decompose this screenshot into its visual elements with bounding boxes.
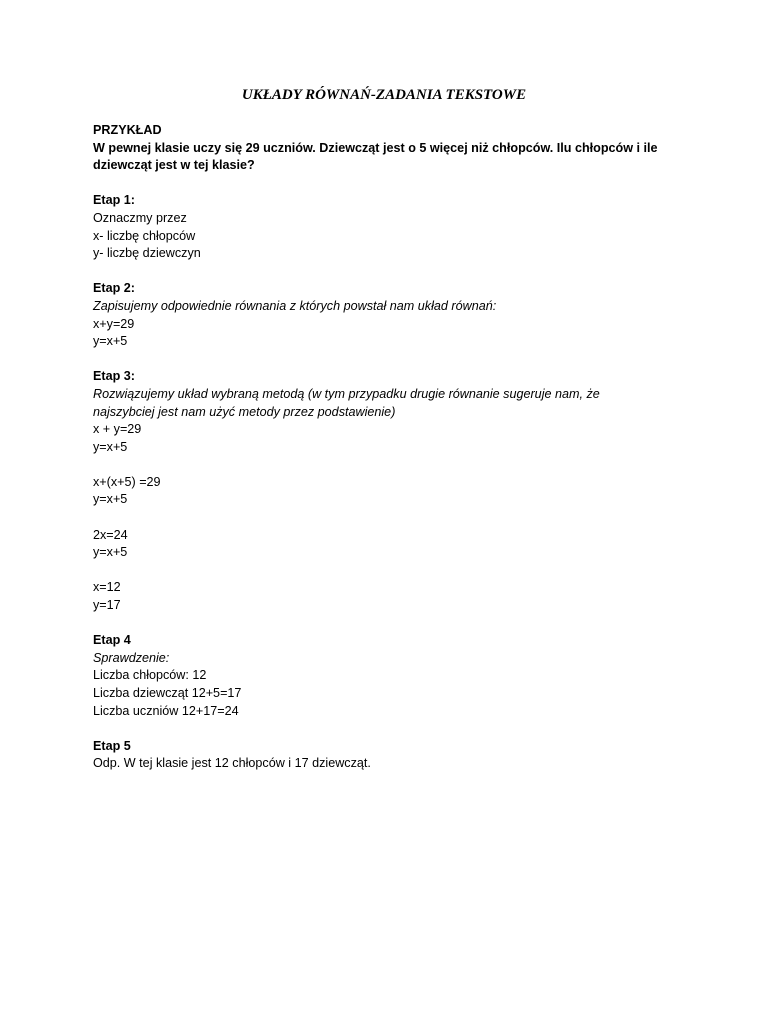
etap2-heading: Etap 2: — [93, 281, 135, 296]
etap1-heading: Etap 1: — [93, 193, 135, 208]
document-body — [93, 122, 693, 773]
equation: x + y=29 — [93, 422, 142, 437]
etap1-line: x- liczbę chłopców — [93, 228, 196, 243]
equation: x+(x+5) =29 — [93, 474, 161, 489]
equation: x=12 — [93, 580, 121, 595]
check-line: Liczba chłopców: 12 — [93, 668, 207, 683]
equation: x+y=29 — [93, 316, 135, 331]
etap3-description-line-1: Rozwiązujemy układ wybraną metodą (w tym przypadku drugie równanie sugeruje nam, że — [93, 386, 600, 401]
problem-text-line-2: dziewcząt jest w tej klasie? — [93, 158, 255, 173]
etap4-heading: Etap 4 — [93, 633, 131, 648]
equation: y=17 — [93, 598, 121, 613]
equation: 2x=24 — [93, 527, 128, 542]
document-title: UKŁADY RÓWNAŃ-ZADANIA TEKSTOWE — [241, 87, 527, 103]
etap5-heading: Etap 5 — [93, 738, 131, 753]
problem-text-line-1: W pewnej klasie uczy się 29 uczniów. Dziewcząt jest o 5 więcej niż chłopców. Ilu chłopców i ile — [93, 140, 658, 155]
etap1-line: y- liczbę dziewczyn — [93, 246, 201, 261]
equation: y=x+5 — [93, 439, 128, 454]
answer-text: Odp. W tej klasie jest 12 chłopców i 17 dziewcząt. — [93, 756, 371, 771]
etap2-description: Zapisujemy odpowiednie równania z których powstał nam układ równań: — [93, 298, 497, 313]
check-line: Liczba dziewcząt 12+5=17 — [93, 686, 242, 700]
equation: y=x+5 — [93, 545, 128, 560]
check-line: Liczba uczniów 12+17=24 — [93, 703, 239, 718]
equation: y=x+5 — [93, 334, 128, 349]
etap3-heading: Etap 3: — [93, 369, 135, 384]
etap1-line: Oznaczmy przez — [93, 210, 187, 225]
etap4-description: Sprawdzenie: — [93, 650, 170, 665]
example-heading: PRZYKŁAD — [93, 123, 162, 137]
equation: y=x+5 — [93, 492, 128, 507]
etap3-description-line-2: najszybciej jest nam użyć metody przez podstawienie) — [93, 404, 396, 419]
